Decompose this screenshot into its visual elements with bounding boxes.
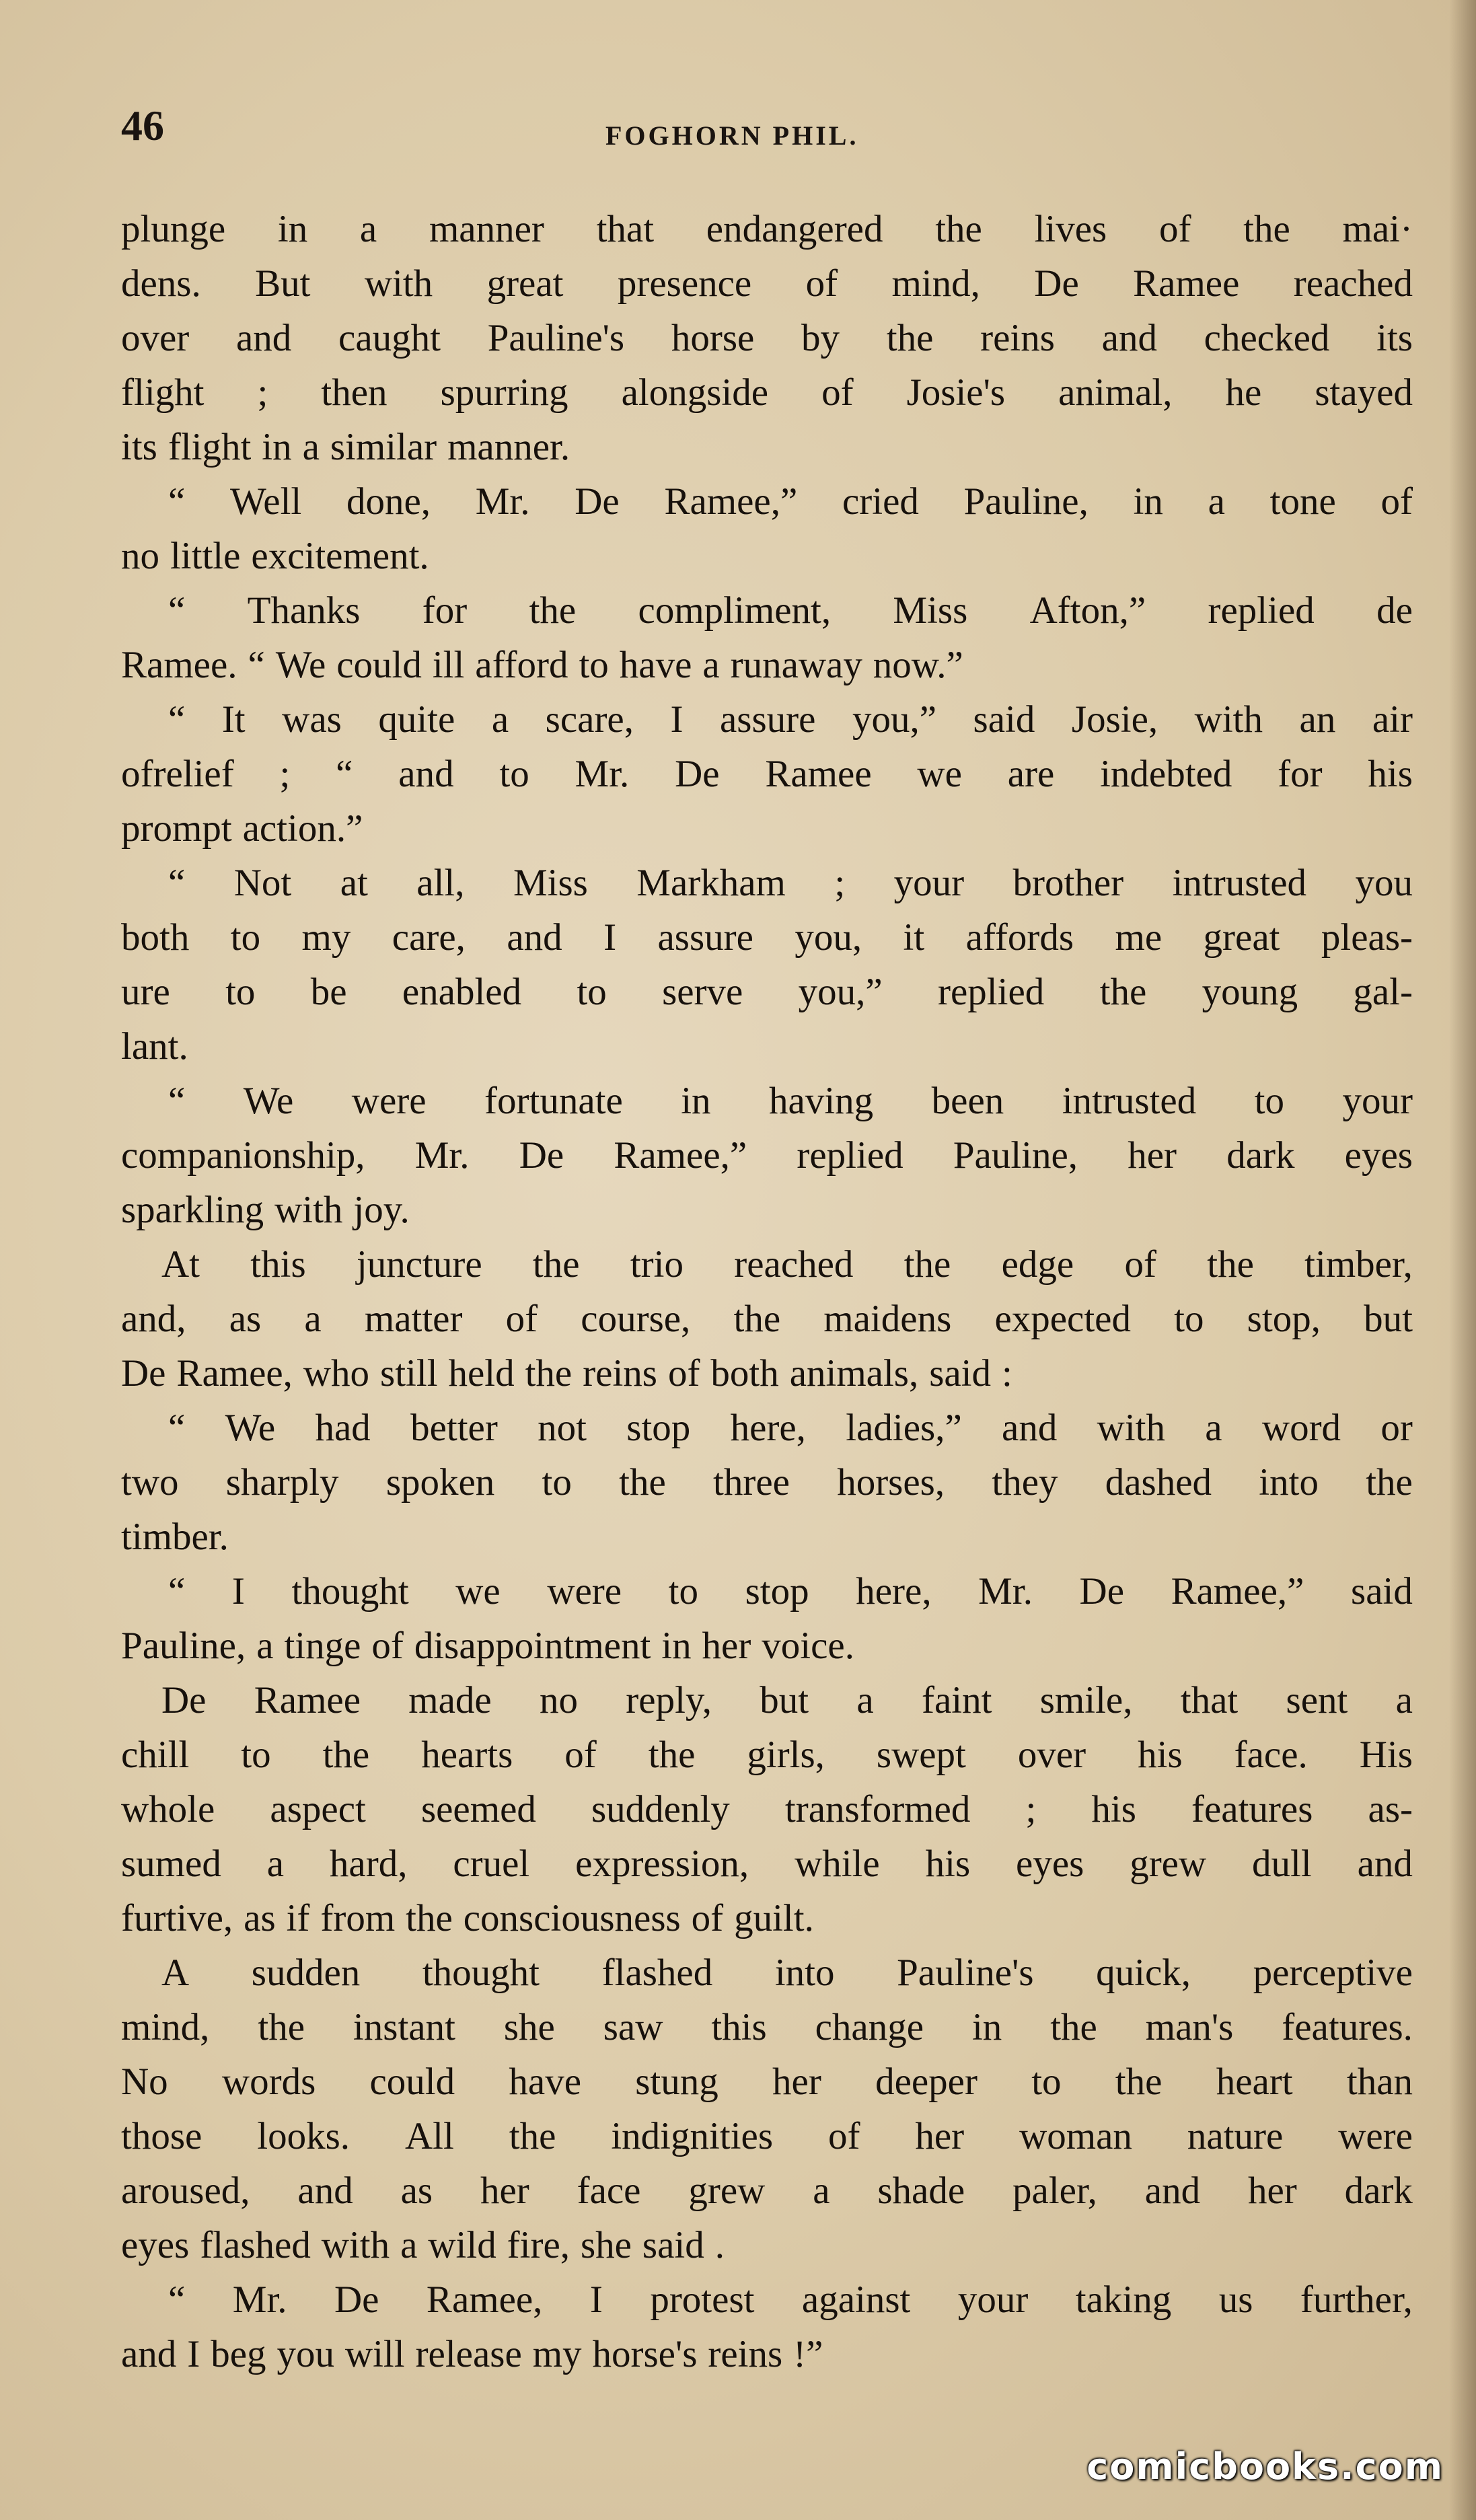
page-edge-shadow bbox=[1449, 0, 1476, 2520]
text-line: “ Not at all, Miss Markham ; your brother intrusted you bbox=[168, 862, 1413, 904]
body-text bbox=[121, 202, 1413, 2381]
text-line: ofrelief ; “ and to Mr. De Ramee we are indebted for his bbox=[121, 753, 1413, 795]
text-line: plunge in a manner that endangered the lives of the mai· bbox=[121, 208, 1413, 250]
text-line: Ramee. “ We could ill afford to have a runaway now.” bbox=[121, 644, 963, 686]
text-line: two sharply spoken to the three horses, they dashed into the bbox=[121, 1461, 1413, 1504]
text-line: At this juncture the trio reached the edge of the timber, bbox=[161, 1243, 1413, 1286]
text-line: mind, the instant she saw this change in the man's features. bbox=[121, 2006, 1413, 2048]
text-line: Pauline, a tinge of disappointment in her voice. bbox=[121, 1625, 854, 1667]
text-line: sumed a hard, cruel expression, while his eyes grew dull and bbox=[121, 1843, 1413, 1885]
text-line: No words could have stung her deeper to the heart than bbox=[121, 2061, 1413, 2103]
text-line: both to my care, and I assure you, it affords me great pleas- bbox=[121, 916, 1413, 959]
text-line: timber. bbox=[121, 1516, 229, 1558]
text-line: dens. But with great presence of mind, De Ramee reached bbox=[121, 262, 1413, 305]
text-line: and, as a matter of course, the maidens expected to stop, but bbox=[121, 1298, 1413, 1340]
text-line: “ Thanks for the compliment, Miss Afton,” replied de bbox=[168, 589, 1413, 632]
text-line: no little excitement. bbox=[121, 535, 429, 577]
text-line: lant. bbox=[121, 1025, 188, 1068]
text-line: flight ; then spurring alongside of Josie's animal, he stayed bbox=[121, 371, 1413, 414]
text-line: De Ramee made no reply, but a faint smile, that sent a bbox=[161, 1679, 1413, 1721]
text-line: “ We had better not stop here, ladies,” and with a word or bbox=[168, 1407, 1413, 1449]
text-line: chill to the hearts of the girls, swept over his face. His bbox=[121, 1734, 1413, 1776]
text-line: its flight in a similar manner. bbox=[121, 426, 570, 468]
running-title: FOGHORN PHIL. bbox=[605, 120, 859, 151]
text-line: A sudden thought flashed into Pauline's quick, perceptive bbox=[161, 1952, 1413, 1994]
text-line: prompt action.” bbox=[121, 807, 363, 850]
text-line: whole aspect seemed suddenly transformed ; his features as- bbox=[121, 1788, 1413, 1830]
text-line: those looks. All the indignities of her woman nature were bbox=[121, 2115, 1413, 2157]
text-line: “ We were fortunate in having been intrusted to your bbox=[168, 1080, 1413, 1122]
text-line: De Ramee, who still held the reins of both animals, said : bbox=[121, 1352, 1012, 1395]
page-number: 46 bbox=[121, 102, 164, 149]
text-line: “ Mr. De Ramee, I protest against your taking us further, bbox=[168, 2278, 1413, 2321]
text-line: “ I thought we were to stop here, Mr. De Ramee,” said bbox=[168, 1570, 1413, 1613]
text-line: sparkling with joy. bbox=[121, 1189, 410, 1231]
text-line: “ Well done, Mr. De Ramee,” cried Pauline, in a tone of bbox=[168, 480, 1413, 523]
page-header bbox=[121, 101, 1419, 155]
text-line: ure to be enabled to serve you,” replied the young gal- bbox=[121, 971, 1413, 1013]
text-line: aroused, and as her face grew a shade paler, and her dark bbox=[121, 2170, 1413, 2212]
watermark: comicbooks.com bbox=[1086, 2445, 1444, 2488]
text-line: eyes flashed with a wild fire, she said . bbox=[121, 2224, 725, 2266]
text-line: over and caught Pauline's horse by the reins and checked its bbox=[121, 317, 1413, 359]
text-line: and I beg you will release my horse's reins !” bbox=[121, 2333, 823, 2375]
text-line: furtive, as if from the consciousness of guilt. bbox=[121, 1897, 814, 1939]
text-line: “ It was quite a scare, I assure you,” said Josie, with an air bbox=[168, 698, 1413, 741]
text-line: companionship, Mr. De Ramee,” replied Pauline, her dark eyes bbox=[121, 1134, 1413, 1177]
